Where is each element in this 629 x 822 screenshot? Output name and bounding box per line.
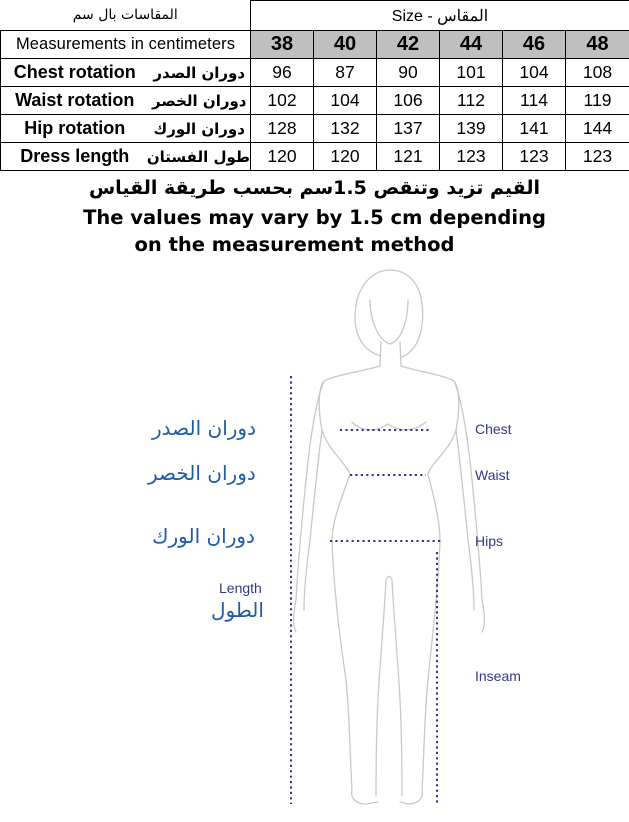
chest-label-arabic: دوران الصدر xyxy=(152,416,256,440)
table-cell: 101 xyxy=(440,59,503,87)
table-cell: 128 xyxy=(251,115,314,143)
header-row-sizes xyxy=(1,31,629,59)
size-header: 48 xyxy=(566,31,629,59)
right-arm-inner xyxy=(456,430,474,610)
row-label-arabic: طول الفستان xyxy=(149,143,251,171)
left-leg-outline xyxy=(332,542,378,804)
table-cell: 87 xyxy=(314,59,377,87)
torso-outline xyxy=(319,366,459,542)
table-row-hip xyxy=(1,115,629,143)
table-cell: 123 xyxy=(503,143,566,171)
row-label-english: Hip rotation xyxy=(1,115,149,143)
right-arm-outline xyxy=(454,381,484,632)
measurement-note-english-line2: on the measurement method xyxy=(134,233,455,256)
table-cell: 120 xyxy=(314,143,377,171)
row-label-english: Dress length xyxy=(1,143,149,171)
table-cell: 123 xyxy=(566,143,629,171)
row-label-arabic: دوران الصدر xyxy=(149,59,251,87)
length-label-english: Length xyxy=(219,580,262,596)
table-cell: 104 xyxy=(503,59,566,87)
header-row-title xyxy=(1,1,629,31)
unit-label-english: Measurements in centimeters xyxy=(1,31,251,59)
inner-legs-outline xyxy=(376,576,402,796)
size-header: 40 xyxy=(314,31,377,59)
table-cell: 90 xyxy=(377,59,440,87)
table-cell: 120 xyxy=(251,143,314,171)
size-chart-table xyxy=(0,0,629,171)
size-header: 42 xyxy=(377,31,440,59)
table-cell: 123 xyxy=(440,143,503,171)
size-header: 44 xyxy=(440,31,503,59)
table-cell: 108 xyxy=(566,59,629,87)
row-label-english: Waist rotation xyxy=(1,87,149,115)
table-row-length xyxy=(1,143,629,171)
table-cell: 119 xyxy=(566,87,629,115)
table-cell: 132 xyxy=(314,115,377,143)
table-cell: 144 xyxy=(566,115,629,143)
length-label-arabic: الطول xyxy=(211,598,264,622)
table-cell: 139 xyxy=(440,115,503,143)
measurement-note-english-line1: The values may vary by 1.5 cm depending xyxy=(83,206,546,229)
table-cell: 104 xyxy=(314,87,377,115)
table-cell: 106 xyxy=(377,87,440,115)
chest-label-english: Chest xyxy=(475,421,512,437)
table-cell: 114 xyxy=(503,87,566,115)
table-cell: 121 xyxy=(377,143,440,171)
row-label-english: Chest rotation xyxy=(1,59,149,87)
table-cell: 102 xyxy=(251,87,314,115)
size-header: 46 xyxy=(503,31,566,59)
table-row-chest xyxy=(1,59,629,87)
waist-label-english: Waist xyxy=(475,467,510,483)
hips-label-english: Hips xyxy=(475,533,504,549)
chest-detail xyxy=(352,422,426,430)
right-leg-outline xyxy=(400,542,440,804)
row-label-arabic: دوران الورك xyxy=(149,115,251,143)
hips-label-arabic: دوران الورك xyxy=(152,524,255,548)
face-outline xyxy=(370,300,408,344)
body-measurement-figure xyxy=(0,262,629,822)
table-cell: 137 xyxy=(377,115,440,143)
body-silhouette xyxy=(0,262,629,822)
inseam-label-english: Inseam xyxy=(475,668,521,684)
measurement-note-arabic: القيم تزيد وتنقص 1.5سم بحسب طريقة القياس xyxy=(88,177,541,199)
size-title: Size - المقاس xyxy=(251,1,629,31)
unit-label-arabic: المقاسات بال سم xyxy=(1,1,251,31)
table-cell: 112 xyxy=(440,87,503,115)
left-arm-outline xyxy=(294,381,324,632)
table-cell: 141 xyxy=(503,115,566,143)
size-header: 38 xyxy=(251,31,314,59)
table-cell: 96 xyxy=(251,59,314,87)
table-row-waist xyxy=(1,87,629,115)
neck-outline xyxy=(380,342,401,366)
waist-label-arabic: دوران الخصر xyxy=(148,461,256,485)
left-arm-inner xyxy=(304,430,322,610)
row-label-arabic: دوران الخصر xyxy=(149,87,251,115)
